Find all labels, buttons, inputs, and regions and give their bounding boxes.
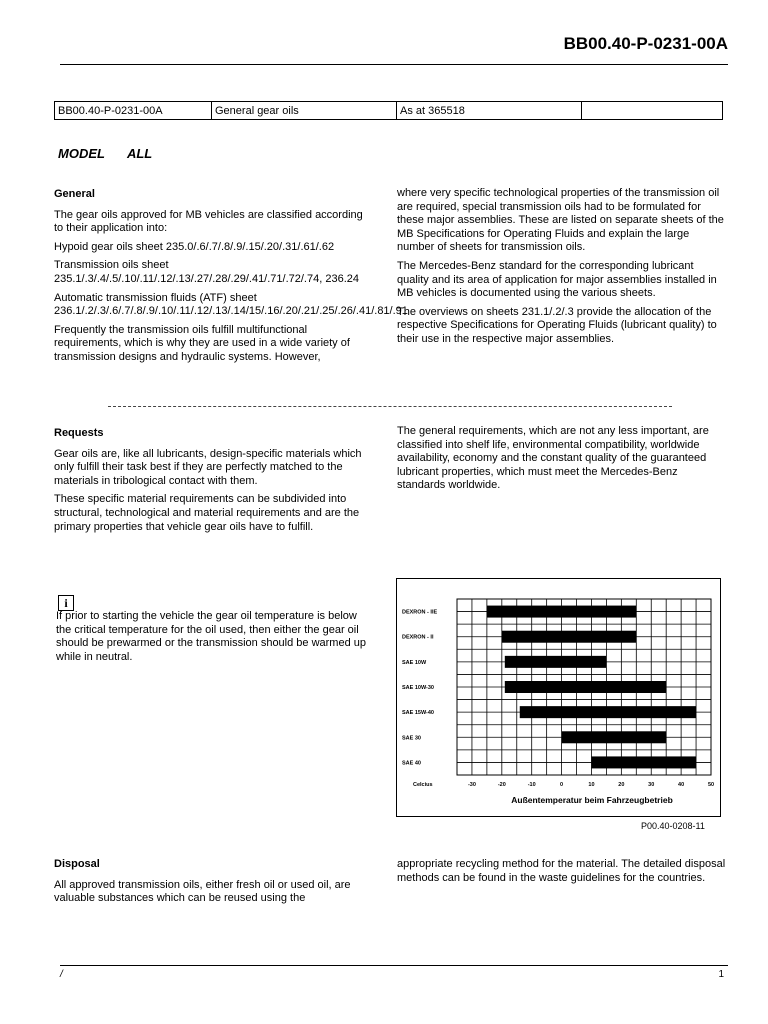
x-tick-label: -20 [497, 782, 506, 788]
x-tick-label: 50 [707, 782, 715, 788]
category-label: SAE 15W-40 [402, 710, 434, 717]
requests-left-column [54, 427, 380, 539]
disposal-heading: Disposal [54, 858, 100, 870]
temperature-chart [396, 578, 721, 817]
general-paragraph: The gear oils approved for MB vehicles are classified according to their application into: [54, 208, 363, 235]
category-label: DEXRON - IIE [402, 609, 438, 616]
footer-left: / [60, 969, 63, 980]
general-paragraph: Transmission oils sheet 235.1/.3/.4/.5/.10/.11/.12/.13/.27/.28/.29/.41/.71/.72/.74, 236.24 [54, 259, 359, 285]
disposal-paragraph: appropriate recycling method for the material. The detailed disposal methods can be found in the waste guidelines for the countries. [397, 858, 726, 884]
info-icon: i [58, 595, 74, 611]
x-tick-label: 20 [618, 782, 625, 788]
header-cell-title: General gear oils [212, 102, 397, 120]
x-tick-title: Celcius [413, 782, 433, 788]
x-tick-label: 0 [560, 782, 564, 788]
general-paragraph: The Mercedes-Benz standard for the corresponding lubricant quality and its area of application for major assemblies installed in MB vehicles is documented using the various sheets. [397, 259, 717, 300]
model-line [58, 146, 152, 161]
requests-paragraph: These specific material requirements can be subdivided into structural, technological and material requirements and are the primary properties that vehicle gear oils have to fulfill. [54, 493, 360, 533]
model-label: MODEL [58, 146, 105, 161]
general-paragraph: The overviews on sheets 231.1/.2/.3 provide the allocation of the respective Specifications for Operating Fluids (lubricant quality) to their use in the respective major assemblies. [397, 305, 717, 345]
range-bar [487, 606, 636, 618]
document-id: BB00.40-P-0231-00A [563, 34, 728, 53]
x-tick-label: -10 [527, 782, 536, 788]
chart-svg [397, 579, 720, 816]
general-right-column [397, 187, 727, 352]
range-bar [505, 656, 607, 668]
x-tick-label: 30 [648, 782, 655, 788]
figure-id: P00.40-0208-11 [641, 821, 705, 831]
disposal-paragraph: All approved transmission oils, either fresh oil or used oil, are valuable substances which can be reused using the [54, 878, 351, 905]
category-label: DEXRON - II [402, 634, 434, 641]
note-text: If prior to starting the vehicle the gear oil temperature is below the critical temperature for the oil used, then either the gear oil should be prewarmed or the transmission should be warmed up while in neutral. [56, 610, 366, 663]
x-tick-label: -30 [467, 782, 476, 788]
disposal-left-column [54, 858, 372, 911]
general-paragraph: Hypoid gear oils sheet 235.0/.6/.7/.8/.9/.15/.20/.31/.61/.62 [54, 240, 335, 253]
general-paragraph: where very specific technological properties of the transmission oil are required, special transmission oils had to be formulated for these major assemblies. These are listed on separate sheets of the MB Specifications for Operating Fluids and explain the large number of sheets for transmission oils. [397, 187, 724, 254]
general-heading: General [54, 188, 95, 200]
x-tick-label: 10 [588, 782, 595, 788]
x-axis-label: Außentemperatur beim Fahrzeugbetrieb [511, 795, 673, 805]
general-left-column [54, 188, 408, 370]
disposal-right-column [397, 858, 727, 890]
range-bar [505, 681, 666, 693]
general-paragraph: Automatic transmission fluids (ATF) sheet 236.1/.2/.3/.6/.7/.8/.9/.10/.11/.12/.13/.14/15/.16/.20/.21/.25/.26/.41/.81/.91 [54, 291, 408, 318]
page-number: 1 [718, 969, 724, 980]
category-label: SAE 40 [402, 760, 421, 767]
requests-right-column [397, 425, 727, 498]
range-bar [562, 731, 667, 743]
section-separator [108, 406, 672, 407]
header-cell-id: BB00.40-P-0231-00A [55, 102, 212, 120]
general-paragraph: Frequently the transmission oils fulfill multifunctional requirements, which is why they are used in a wide variety of transmission designs and hydraulic systems. However, [54, 323, 350, 363]
range-bar [502, 631, 636, 643]
model-value: ALL [126, 146, 153, 161]
category-label: SAE 10W [402, 659, 427, 666]
requests-paragraph: The general requirements, which are not any less important, are classified into shelf life, environmental compatibility, worldwide availability, economy and the constant quality of the guaranteed lubricant properties, which must meet the Mercedes-Benz standards worldwide. [397, 425, 709, 492]
header-cell-date: As at 365518 [397, 102, 582, 120]
header-cell-empty [582, 102, 723, 120]
bottom-rule [60, 965, 728, 966]
x-tick-label: 40 [678, 782, 685, 788]
range-bar [520, 706, 696, 718]
requests-paragraph: Gear oils are, like all lubricants, design-specific materials which only fulfill their task best if they are perfectly matched to the materials in tribological contact with them. [54, 447, 362, 487]
top-rule [60, 64, 728, 65]
category-label: SAE 10W-30 [402, 685, 434, 691]
header-table [54, 101, 723, 120]
category-label: SAE 30 [402, 735, 421, 742]
requests-heading: Requests [54, 427, 104, 439]
range-bar [591, 756, 696, 768]
